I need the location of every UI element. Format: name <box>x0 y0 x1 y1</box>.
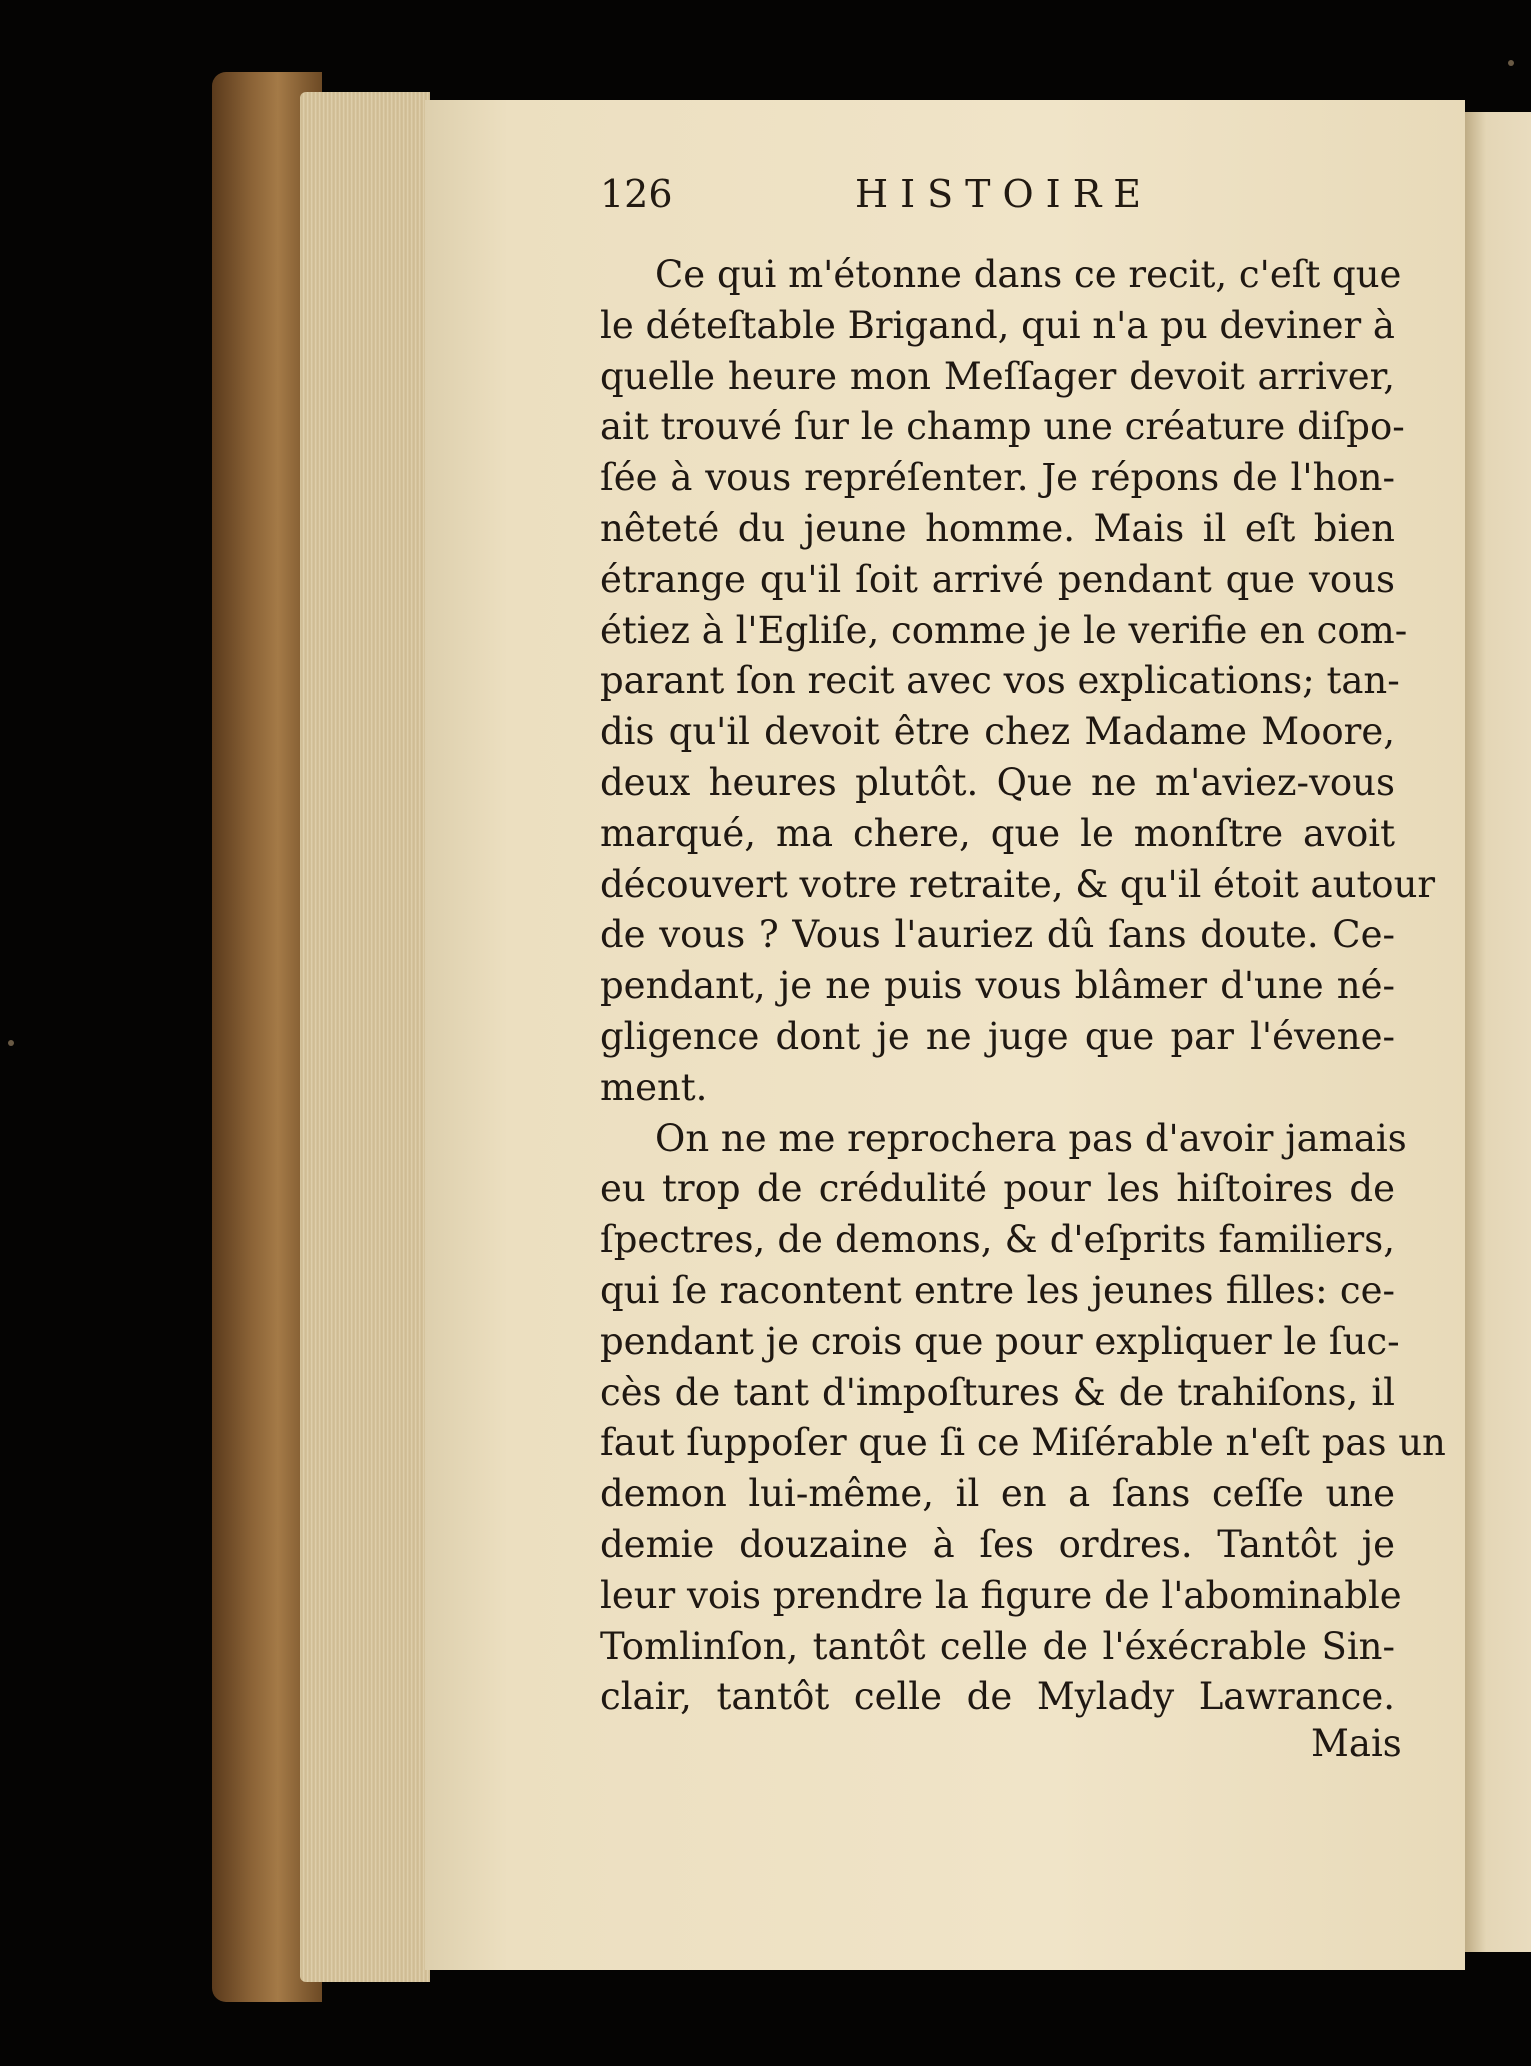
facing-page-edge <box>1462 112 1531 1952</box>
text-line: On ne me reprochera pas d'avoir jamais <box>655 1116 1407 1160</box>
text-line: ſpectres, de demons, & d'eſprits familiers, <box>600 1218 1395 1262</box>
dust-speck <box>8 1040 14 1046</box>
text-line: leur vois prendre la figure de l'abominable <box>600 1573 1402 1617</box>
page-number: 126 <box>600 172 673 216</box>
text-line: cès de tant d'impoſtures & de trahiſons, il <box>600 1370 1395 1414</box>
text-line: demie douzaine à ſes ordres. Tantôt je <box>600 1522 1395 1566</box>
text-line: clair, tantôt celle de Mylady Lawrance. <box>600 1675 1395 1719</box>
catchword: Mais <box>1311 1722 1402 1765</box>
text-line: découvert votre retraite, & qu'il étoit autour <box>600 862 1436 906</box>
text-line: demon lui-même, il en a ſans ceſſe une <box>600 1472 1395 1516</box>
page-edges <box>300 92 430 1982</box>
text-line: dis qu'il devoit être chez Madame Moore, <box>600 710 1395 754</box>
dust-speck <box>1508 60 1514 66</box>
text-line: Ce qui m'étonne dans ce recit, c'eſt que <box>655 253 1402 296</box>
page-header <box>600 172 1220 232</box>
text-line: quelle heure mon Meſſager devoit arriver, <box>600 354 1395 398</box>
text-line: le déteſtable Brigand, qui n'a pu deviner à <box>600 303 1395 347</box>
text-line: qui ſe racontent entre les jeunes filles: ce- <box>600 1268 1395 1312</box>
text-line: gligence dont je ne juge que par l'évene- <box>600 1014 1395 1058</box>
body-text <box>600 250 1446 1723</box>
text-line: ait trouvé ſur le champ une créature diſpo- <box>600 405 1405 449</box>
text-line: pendant je crois que pour expliquer le ſuc- <box>600 1319 1400 1363</box>
running-head: HISTOIRE <box>855 172 1154 216</box>
text-line: parant ſon recit avec vos explications; tan- <box>600 659 1400 703</box>
text-line: deux heures plutôt. Que ne m'aviez-vous <box>600 760 1395 804</box>
text-line: marqué, ma chere, que le monſtre avoit <box>600 811 1395 855</box>
text-line: Tomlinſon, tantôt celle de l'éxécrable Sin- <box>600 1624 1395 1668</box>
text-line: ſée à vous repréſenter. Je répons de l'hon- <box>600 456 1395 500</box>
text-line: faut ſuppoſer que ſi ce Miſérable n'eſt pas un <box>600 1421 1446 1465</box>
text-line: pendant, je ne puis vous blâmer d'une né- <box>600 964 1395 1008</box>
text-line: nêteté du jeune homme. Mais il eſt bien <box>600 506 1395 550</box>
text-line: ment. <box>600 1065 708 1109</box>
text-line: étiez à l'Egliſe, comme je le verifie en com- <box>600 608 1408 652</box>
text-line: étrange qu'il ſoit arrivé pendant que vous <box>600 557 1395 601</box>
text-line: de vous ? Vous l'auriez dû ſans doute. Ce- <box>600 913 1395 957</box>
text-line: eu trop de crédulité pour les hiſtoires de <box>600 1167 1395 1211</box>
